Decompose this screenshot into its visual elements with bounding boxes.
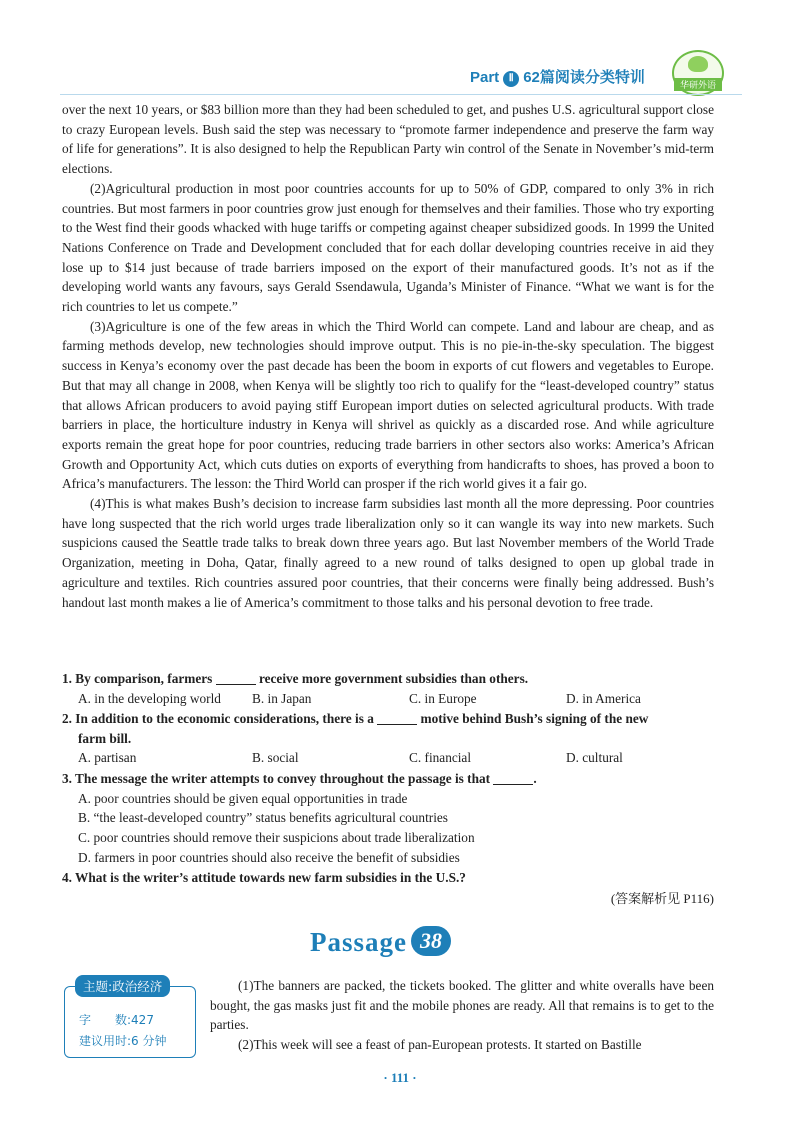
logo-text: 华研外语	[674, 78, 722, 91]
answer-blank	[493, 784, 533, 785]
word-count: 字 数:427	[79, 1013, 154, 1027]
options-row	[62, 748, 722, 768]
option-a: A. poor countries should be given equal opportunities in trade	[78, 790, 408, 806]
question-2	[62, 709, 722, 768]
question-4	[62, 868, 722, 888]
question-stem	[62, 669, 722, 689]
option-a: A. partisan	[78, 750, 137, 766]
question-stem: 4. What is the writer’s attitude towards new farm subsidies in the U.S.?	[62, 870, 466, 885]
frog-icon	[688, 56, 708, 72]
option-b: B. “the least-developed country” status benefits agricultural countries	[78, 810, 448, 826]
option-d: D. in America	[566, 690, 641, 706]
paragraph-2: (2)Agricultural production in most poor countries accounts for up to 50% of GDP, compared to only 3% in rich countries. But most farmers in poor countries grow just enough for themselves and their families. Those who try exporting to the West find their goods whacked with huge tariffs or competing against cheaper subsidized goods. In 1999 the United Nations Conference on Trade and Development concluded that for each dollar developing countries receive in aid they lose up to $14 just because of trade barriers imposed on the export of their manufactured goods. It’s not as if the developing world wants any favours, says Gerald Ssendawula, Uganda’s Minister of Finance. “What we want is for the rich countries to let us compete.”	[62, 180, 714, 315]
stem-post: receive more government subsidies than others.	[258, 671, 529, 686]
answer-blank	[377, 724, 417, 725]
suggested-time: 建议用时:6 分钟	[79, 1034, 167, 1048]
stem-pre: 3. The message the writer attempts to convey throughout the passage is that	[62, 771, 491, 786]
part-label	[470, 66, 645, 87]
info-box	[64, 979, 196, 1058]
page-number: · 111 ·	[383, 1070, 417, 1085]
option-b: B. in Japan	[252, 690, 312, 706]
section-title: 62篇阅读分类特训	[523, 69, 645, 86]
paragraph-4: (4)This is what makes Bush’s decision to increase farm subsidies last month all the more depressing. Poor countries have long suspected that the rich world urges trade liberalization only so it can wangle its way into new markets. Such suspicions caused the Seattle trade talks to break down three years ago. But last November members of the World Trade Organization, meeting in Doha, Qatar, finally agreed to a new round of talks designed to open up global trade in agriculture and textiles. Rich countries assured poor countries, that their concerns were finally being addressed. Bush’s handout last month makes a lie of America’s commitment to those talks and his personal devotion to free trade.	[62, 496, 714, 610]
option-a: A. in the developing world	[78, 690, 221, 706]
next-passage-body	[210, 976, 714, 1055]
stem-pre: 2. In addition to the economic considerations, there is a	[62, 711, 374, 726]
question-3	[62, 769, 722, 868]
question-stem	[62, 769, 722, 789]
options-row	[62, 689, 722, 709]
passage-word: Passage	[310, 927, 407, 957]
option-c: C. poor countries should remove their suspicions about trade liberalization	[78, 830, 475, 846]
part-text: Part	[470, 69, 500, 86]
stem-line-2: farm bill.	[78, 730, 132, 746]
next-paragraph-1: (1)The banners are packed, the tickets booked. The glitter and white overalls have been bought, the gas masks just fit and the mobile phones are ready. All that remains is to get to the parties.	[210, 978, 714, 1033]
stem-pre: 1. By comparison, farmers	[62, 671, 213, 686]
paragraph-continuation: over the next 10 years, or $83 billion more than they had been scheduled to get, and pushes U.S. agricultural support close to crazy European levels. Bush said the step was necessary to “promote farmer independence and preserve the farm way of life for generations”. It is also designed to help the Republican Party win control of the Senate in November’s mid-term elections.	[62, 102, 714, 177]
question-stem	[62, 709, 722, 729]
next-paragraph-2: (2)This week will see a feast of pan-European protests. It started on Bastille	[238, 1037, 642, 1053]
answer-blank	[216, 684, 256, 685]
part-number-badge: Ⅱ	[503, 71, 519, 87]
option-b: B. social	[252, 750, 299, 766]
question-1	[62, 669, 722, 708]
passage-number-badge: 38	[411, 926, 451, 956]
option-d: D. cultural	[566, 750, 623, 766]
topic-tag: 主题:政治经济	[75, 975, 170, 997]
passage-title	[310, 926, 451, 962]
header-rule	[60, 94, 742, 95]
stem-post: .	[533, 771, 537, 786]
publisher-logo	[672, 50, 724, 96]
answer-reference-note: (答案解析见 P116)	[610, 891, 714, 906]
option-c: C. in Europe	[409, 690, 477, 706]
passage-body	[62, 100, 714, 612]
option-d: D. farmers in poor countries should also receive the benefit of subsidies	[78, 849, 460, 865]
paragraph-3: (3)Agriculture is one of the few areas in which the Third World can compete. Land and labour are cheap, and as farming methods develop, new technologies should improve output. This is no pie-in-the-sky speculation. The biggest success in Kenya’s economy over the past decade has been the boom in exports of cut flowers and vegetables to Europe. But that may all change in 2008, when Kenya will be slightly too rich to qualify for the “least-developed country” status that allows African producers to avoid paying stiff European import duties on selected agricultural products. With trade barriers in place, the horticulture industry in Kenya will shrivel as quickly as a discarded rose. And while agriculture exports remain the great hope for poor countries, reducing trade barriers in other sectors also works: America’s African Growth and Opportunity Act, which cuts duties on exports of everything from handicrafts to shoes, has proved a boon to Africa’s manufacturers. The lesson: the Third World can prosper if the rich world gives it a fair go.	[62, 318, 714, 492]
stem-post: motive behind Bush’s signing of the new	[420, 711, 649, 726]
running-header	[470, 64, 740, 92]
option-c: C. financial	[409, 750, 472, 766]
